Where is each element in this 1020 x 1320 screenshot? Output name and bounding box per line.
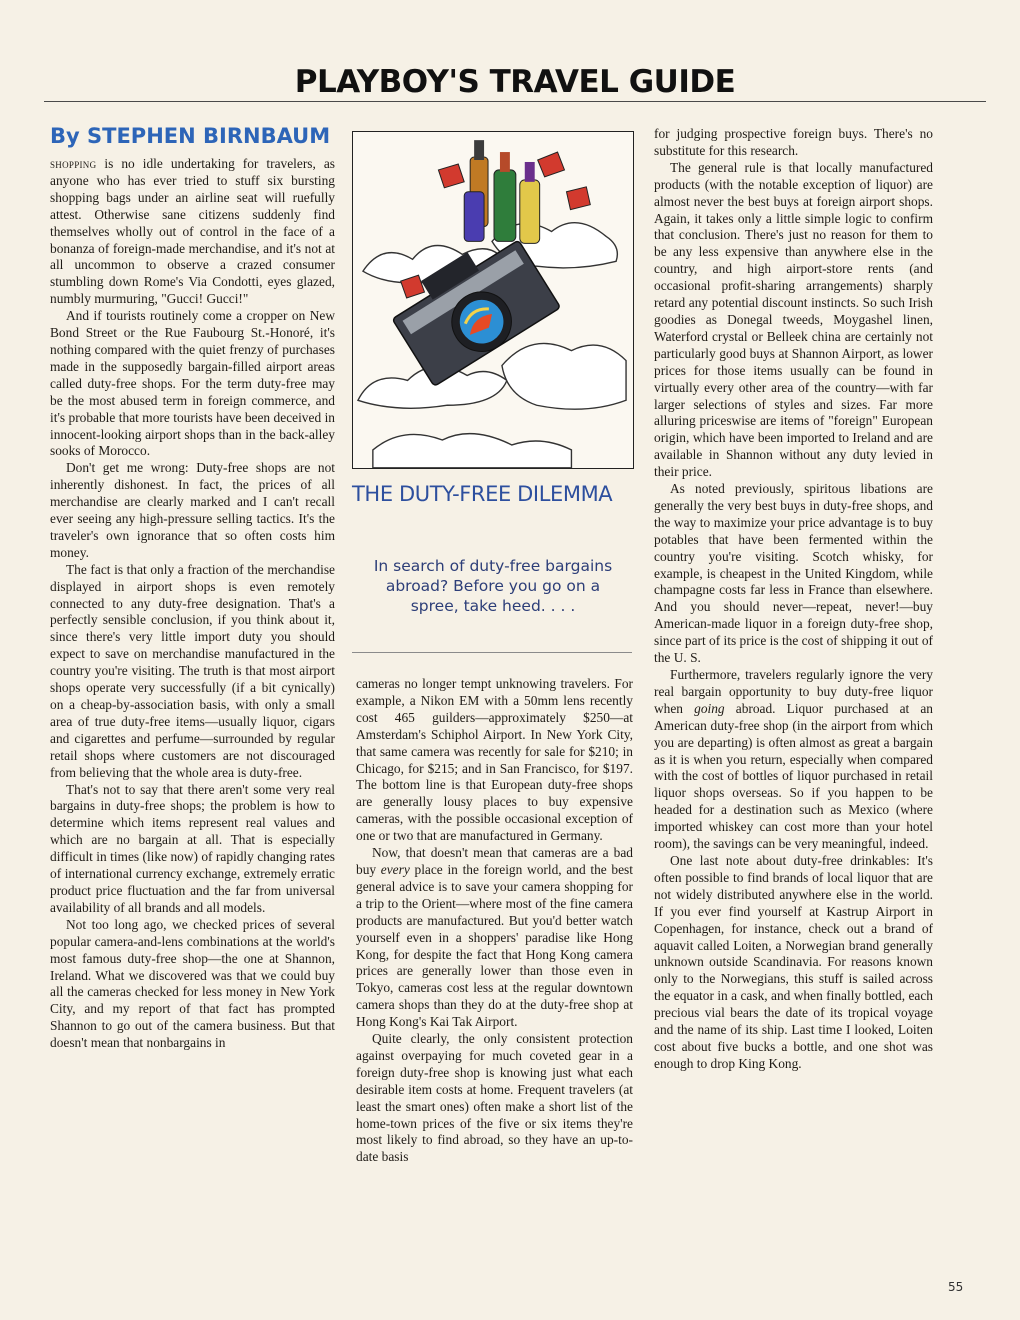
article-column-3 [654,126,933,1073]
page-number: 55 [948,1280,964,1294]
paragraph: The fact is that only a fraction of the merchandise displayed in airport shops is even remotely connected to any duty-free designation. That's a perfectly sensible conclusion, if you think about it, since there's very little import duty you should expect to save on merchandise manufactured in the country you're visiting. The truth is that most airport shops operate very successfully (if a bit cynically) on a cheap-by-association basis, with only a small area of true duty-free items—usually liquor, cigars and cigarettes and perfume—surrounded by regular retail shops where customers are not discouraged from believing that the whole area is duty-free. [50,561,335,780]
paragraph: for judging prospective foreign buys. There's no substitute for this research. [654,126,933,158]
paragraph [356,845,633,1031]
feature-title: THE DUTY-FREE DILEMMA [352,482,613,506]
paragraph-text: Now, that doesn't mean that cameras are a bad buy [356,845,633,877]
header-rule [44,101,986,102]
paragraph [50,156,335,308]
section-title: PLAYBOY'S TRAVEL GUIDE [294,64,736,100]
paragraph: And if tourists routinely come a cropper on New Bond Street or the Rue Faubourg St.-Honoré, it's nothing compared with the quiet frenzy of purchases made in the supposedly bargain-filled airport areas called duty-free shops. For the term duty-free may be the most abused term in foreign commerce, and it's probable that more tourists have been deceived in innocent-looking airport shops than in the back-alley sooks of Morocco. [50,308,335,459]
page-header [44,64,986,100]
article-column-2 [356,676,633,1166]
paragraph: One last note about duty-free drinkables: It's often possible to find brands of local liquor that are not widely distributed anywhere else in the world. If you ever find yourself at Kastrup Airport in Copenhagen, for instance, check out a brand of aquavit called Loiten, a Norwegian brand generally unknown outside Scandinavia. For reasons known only to the Norwegians, this stuff is sailed across the equator in a cask, and when finally bottled, each precious vial bears the date of its tropical voyage and the name of its ship. Last time I looked, Loiten cost about five bucks a bottle, and one shot was enough to drop King Kong. [654,852,933,1071]
paragraph: cameras no longer tempt unknowing travelers. For example, a Nikon EM with a 50mm lens recently cost 465 guilders—approximately $250—at Amsterdam's Schiphol Airport. In New York City, that same camera was recently for sale for $210; in Chicago, for $215; and in San Francisco, for $197. The bottom line is that European duty-free shops are generally lousy places to buy expensive cameras, with the possible occasional exception of one or two that are manufactured in Germany. [356,676,633,844]
paragraph-text: Furthermore, travelers regularly ignore the very real bargain opportunity to buy duty-free liquor when [654,667,933,716]
author-byline: By STEPHEN BIRNBAUM [50,124,331,148]
paragraph: The general rule is that locally manufactured products (with the notable exception of liquor) are almost never the best buys at foreign airport shops. Again, it takes only a little simple logic to confirm that conclusion. There's just no reason for them to be any less expensive than anywhere else in the country, and high airport-store rents (and occasional profit-sharing arrangements) sharply retard any potential discount instincts. So such Irish goodies as Donegal tweeds, Moygashel linen, Waterford crystal or Belleek china are certainly not particularly good buys at Shannon Airport, as lower prices for those items usually can be found in virtually every other area of the country—with far larger selections of styles and sizes. Far more alluring priceswise are items of "foreign" European origin, which have been imported to Ireland and are available in Shannon without any duty levied in their price. [654,159,933,480]
paragraph: That's not to say that there aren't some very real bargains in duty-free shops; the problem is how to determine which items represent real values and which are no bargain at all. That is especially difficult in times (like now) of rapidly changing rates of international currency exchange, extremely erratic product price fluctuation and the far from universal availability of all brands and all models. [50,781,335,915]
paragraph-text: abroad. Liquor purchased at an American duty-free shop (in the airport from which you are departing) is often almost as great a bargain as it is when you return, especially when compared with the cost of bottles of liquor purchased in retail liquor shops overseas. So if you happen to be headed for a destination such as Mexico (where imported whiskey can cost more than your hotel room), the savings can be very meaningful, indeed. [654,700,933,852]
paragraph [654,667,933,853]
deck-rule [352,652,632,653]
feature-deck: In search of duty-free bargains abroad? Before you go on a spree, take heed. . . . [373,557,613,615]
paragraph: As noted previously, spiritous libations are generally the very best buys in duty-free shops, and the way to maximize your price advantage is to buy potables that have been fermented within the country you're visiting. Scotch whisky, for example, is cheapest in the United Kingdom, while champagne costs far less in France than elsewhere. And you should never—repeat, never!—buy American-made liquor in a foreign duty-free shop, since part of its price is the cost of shipping it out of the U. S. [654,481,933,666]
paragraph-text: is no idle undertaking for travelers, as anyone who has ever tried to stuff six bursting shopping bags under an airline seat will ruefully attest. Otherwise sane citizens suddenly find themselves wholly out of control in the face of a bonanza of foreign-made merchandise, and it's not at all uncommon to observe a crazed consumer stumbling down Rome's Via Condotti, eyes glazed, numbly murmuring, "Gucci! Gucci!" [50,156,335,307]
lead-in: shopping [50,156,97,171]
paragraph-text: place in the foreign world, and the best general advice is to save your camera shopping for a trip to the Orient—where most of the fine camera products are manufactured. But you'd better watch yourself even in a shoppers' paradise like Hong Kong, for despite the fact that Hong Kong camera prices are generally lower than those even in Tokyo, cameras cost less at the regular downtown camera shops than they do at the duty-free shop at Hong Kong's Kai Tak Airport. [356,861,633,1030]
liquor-bottles-icon [464,140,539,243]
emphasis-text: going [694,700,725,716]
paragraph: Don't get me wrong: Duty-free shops are not inherently dishonest. In fact, the prices of all merchandise are clearly marked and I can't recall ever seeing any high-pressure selling tactics. It's the traveler's own ignorance that so often costs him money. [50,460,335,560]
paragraph: Quite clearly, the only consistent protection against overpaying for much coveted gear in a foreign duty-free shop is knowing just what each desirable item costs at home. Frequent travelers (at least the smart ones) often make a short list of the home-town prices of the five or six items they're most likely to find abroad, so they have an up-to-date basis [356,1031,633,1165]
emphasis-text: every [380,861,410,877]
paragraph: Not too long ago, we checked prices of several popular camera-and-lens combinations at the world's most famous duty-free shop—the one at Shannon, Ireland. What we discovered was that we could buy all the cameras checked for less money in New York City, and my report of that fact has prompted Shannon to go out of the camera business. But that doesn't mean that nonbargains in [50,916,335,1051]
duty-free-illustration [352,131,634,469]
article-column-1 [50,156,335,1052]
